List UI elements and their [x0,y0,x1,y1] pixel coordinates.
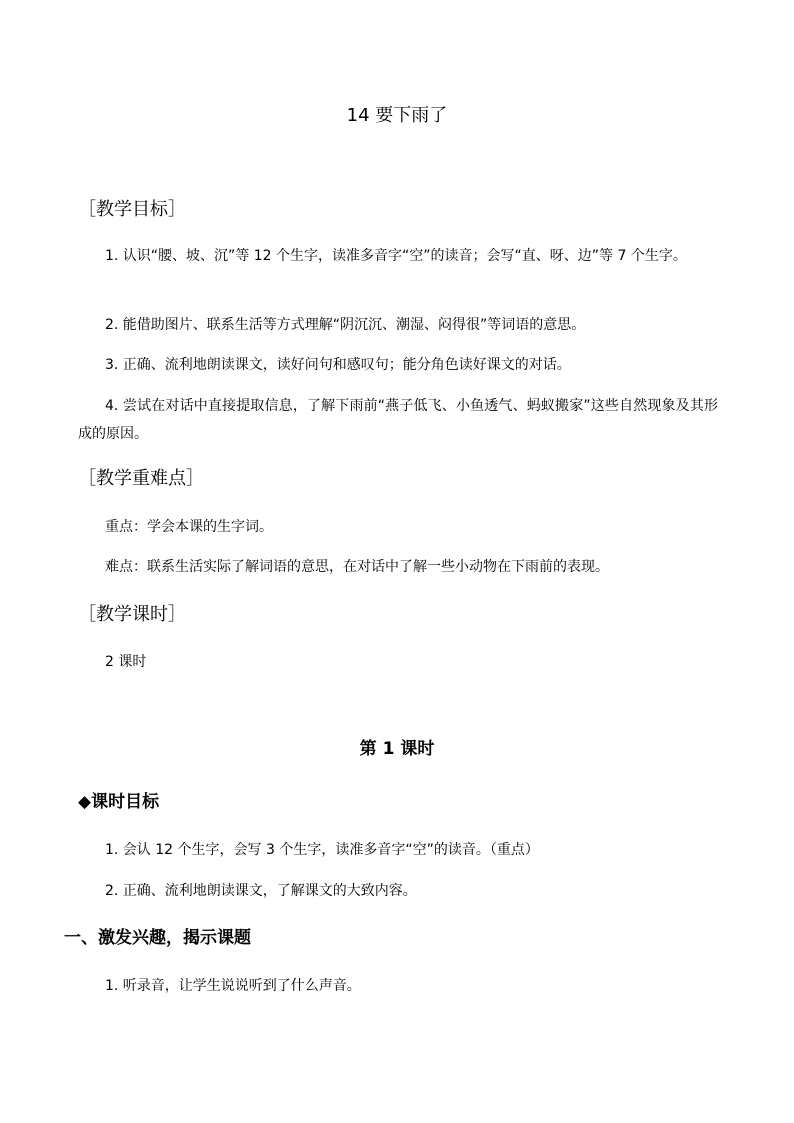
lesson-goals-heading: ◆课时目标 [78,792,160,812]
difficult-point: 难点：联系生活实际了解词语的意思，在对话中了解一些小动物在下雨前的表现。 [105,559,609,575]
section-heading-teaching-goals: ［教学目标］ [78,199,186,220]
teaching-goal-1: 1. 认识“腰、坡、沉”等 12 个生字，读准多音字“空”的读音；会写“直、呀、边”等 7 个生字。 [105,248,687,264]
lesson-goal-2: 2. 正确、流利地朗读课文，了解课文的大致内容。 [105,883,417,899]
lesson-goal-1: 1. 会认 12 个生字，会写 3 个生字，读准多音字“空”的读音。（重点） [105,842,539,858]
teaching-goal-3: 3. 正确、流利地朗读课文，读好问句和感叹句；能分角色读好课文的对话。 [105,357,571,373]
teaching-goal-2: 2. 能借助图片、联系生活等方式理解“阴沉沉、潮湿、闷得很”等词语的意思。 [105,317,586,333]
section-heading-key-points: ［教学重难点］ [78,468,204,489]
document-title: 14 要下雨了 [346,105,448,126]
section-heading-class-hours: ［教学课时］ [78,604,186,625]
step-item-1: 1. 听录音，让学生说说听到了什么声音。 [105,978,361,994]
teaching-goal-4: 4. 尝试在对话中直接提取信息，了解下雨前“燕子低飞、小鱼透气、蚂蚁搬家”这些自然现象及其形成的原因。 [78,398,718,442]
key-point: 重点：学会本课的生字词。 [105,519,273,535]
class-hours-value: 2 课时 [105,654,147,670]
lesson-heading: 第 1 课时 [359,739,435,759]
step-heading: 一、激发兴趣，揭示课题 [64,928,251,948]
